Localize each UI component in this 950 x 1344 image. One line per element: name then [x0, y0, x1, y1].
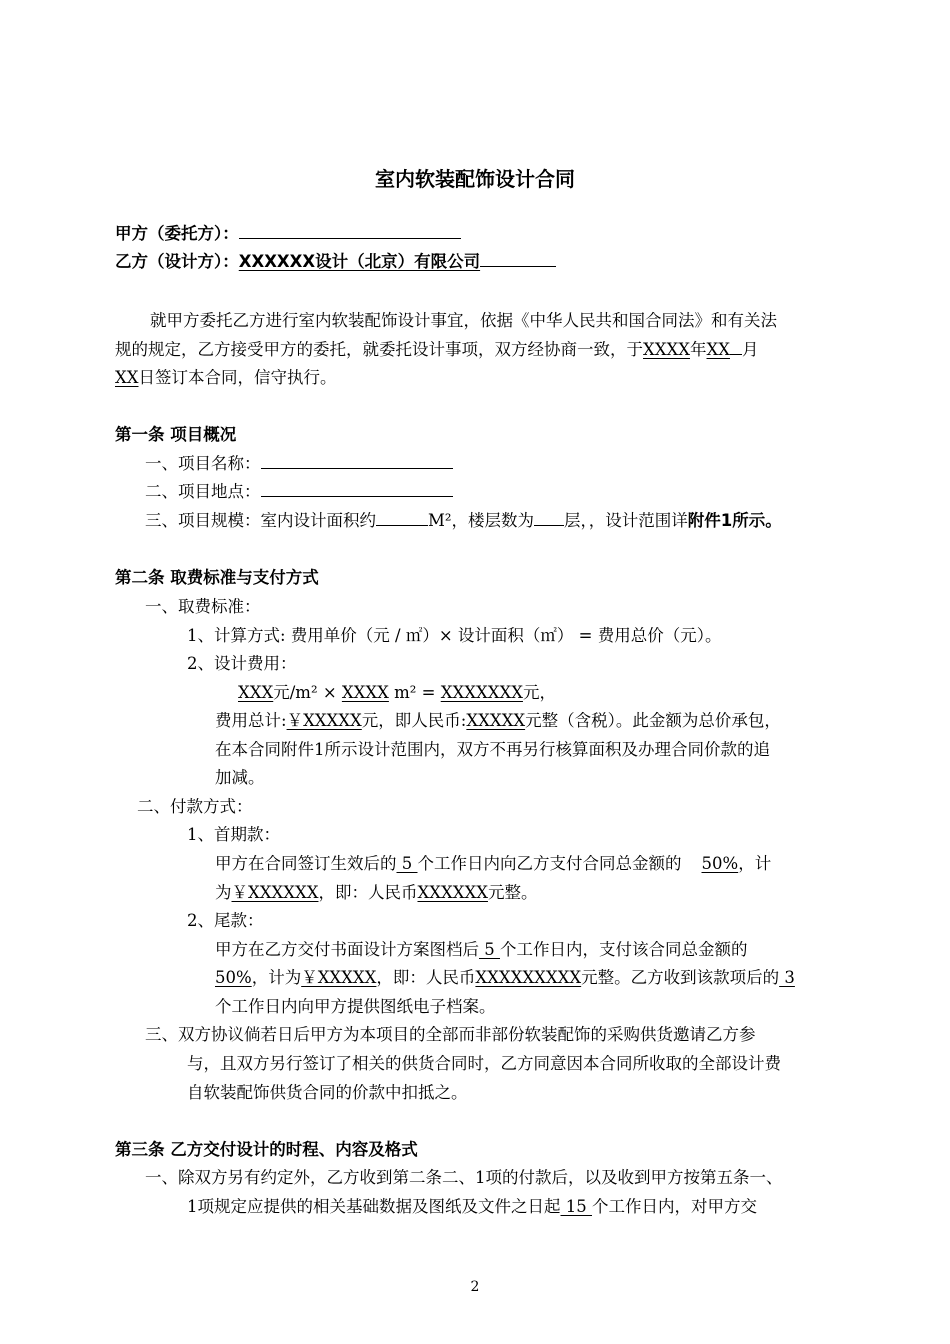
final-payment-days: 5	[479, 940, 500, 959]
final-payment-line-1: 甲方在乙方交付书面设计方案图档后 5 个工作日内，支付该合同总金额的	[215, 940, 748, 959]
scope-line-1: 在本合同附件1所示设计范围内，双方不再另行核算面积及办理合同价款的追	[215, 740, 770, 759]
first-payment-label: 1、首期款：	[187, 825, 280, 844]
final-payment-rmb: XXXXXXXXX	[475, 968, 582, 987]
page-number: 2	[470, 1279, 480, 1295]
fee-sum-line: 费用总计:￥XXXXX元，即人民币:XXXXX元整（含税）。此金额为总价承包，	[215, 711, 781, 730]
sign-year: XXXX	[643, 340, 690, 359]
party-b-label: 乙方（设计方）：	[115, 252, 239, 271]
final-payment-line-3: 个工作日内向甲方提供图纸电子档案。	[215, 997, 496, 1016]
first-payment-rmb: XXXXXX	[417, 883, 488, 902]
final-payment-percent: 50%	[215, 968, 252, 987]
fee-formula: XXX元/m² × XXXX m² = XXXXXXX元，	[238, 683, 556, 702]
article-3-line-2: 1项规定应提供的相关基础数据及图纸及文件之日起 15 个工作日内，对甲方交	[187, 1197, 757, 1216]
final-payment-line-2: 50%，计为￥XXXXX，即：人民币XXXXXXXXX元整。乙方收到该款项后的 3	[215, 968, 795, 987]
deduct-line-1: 三、双方协议倘若日后甲方为本项目的全部而非部份软装配饰的采购供货邀请乙方参	[145, 1025, 756, 1044]
design-fee-label: 2、设计费用：	[187, 654, 297, 673]
final-payment-label: 2、尾款：	[187, 911, 264, 930]
party-b-name: XXXXXX设计（北京）有限公司	[238, 252, 481, 271]
article-3-line-1: 一、除双方另有约定外，乙方收到第二条二、1项的付款后，以及收到甲方按第五条一、	[145, 1168, 783, 1187]
intro-line-1: 就甲方委托乙方进行室内软装配饰设计事宜，依据《中华人民共和国合同法》和有关法	[150, 311, 777, 330]
sign-month: XX	[706, 340, 730, 359]
design-area: XXXX	[341, 683, 389, 702]
fee-standard-label: 一、取费标准：	[145, 597, 261, 616]
fee-sum-rmb: XXXXX	[466, 711, 526, 730]
project-site-blank	[261, 480, 453, 497]
payment-method-label: 二、付款方式：	[137, 797, 253, 816]
floor-blank	[534, 509, 564, 526]
intro-line-2: 规的规定，乙方接受甲方的委托，就委托设计事项，双方经协商一致，于XXXX年XX 月	[115, 340, 759, 359]
delivery-days: 3	[779, 968, 795, 987]
final-payment-yuan: ￥XXXXX	[301, 968, 377, 987]
project-name-blank	[261, 452, 453, 469]
delivery-work-days: 15	[560, 1197, 592, 1216]
fee-total: XXXXXXX	[440, 683, 523, 702]
party-b-line	[115, 250, 556, 274]
first-payment-yuan: ￥XXXXXX	[231, 883, 319, 902]
project-site-line: 二、项目地点：	[145, 480, 453, 504]
project-name-line: 一、项目名称：	[145, 452, 453, 476]
deduct-line-3: 自软装配饰供货合同的价款中扣抵之。	[187, 1083, 468, 1102]
first-payment-percent: 50%	[701, 854, 739, 873]
party-a-line	[115, 222, 461, 246]
sign-day: XX	[115, 368, 139, 387]
scope-line-2: 加减。	[215, 768, 265, 787]
deduct-line-2: 与，且双方另行签订了相关的供货合同时，乙方同意因本合同所收取的全部设计费	[187, 1054, 781, 1073]
intro-line-3: XX日签订本合同，信守执行。	[115, 368, 337, 387]
fee-sum-yuan: ￥XXXXX	[286, 711, 362, 730]
party-a-blank	[239, 222, 461, 239]
calc-method: 1、计算方式: 费用单价（元 / ㎡）× 设计面积（㎡） = 费用总价（元）。	[187, 626, 722, 645]
party-b-blank	[480, 250, 556, 267]
party-a-label: 甲方（委托方）：	[115, 224, 239, 243]
article-3-heading: 第三条 乙方交付设计的时程、内容及格式	[115, 1140, 418, 1159]
first-payment-line-2: 为￥XXXXXX，即：人民币XXXXXX元整。	[215, 883, 538, 902]
project-scale-line: 三、项目规模：室内设计面积约 M²，楼层数为 层，，设计范围详附件1所示。	[145, 511, 782, 530]
unit-price: XXX	[238, 683, 274, 702]
contract-title: 室内软装配饰设计合同	[375, 167, 575, 191]
article-1-heading: 第一条 项目概况	[115, 425, 237, 444]
first-payment-line-1: 甲方在合同签订生效后的 5 个工作日内向乙方支付合同总金额的 50%，计	[215, 854, 772, 873]
first-payment-days: 5	[396, 854, 418, 873]
area-blank	[376, 509, 428, 526]
article-2-heading: 第二条 取费标准与支付方式	[115, 568, 319, 587]
